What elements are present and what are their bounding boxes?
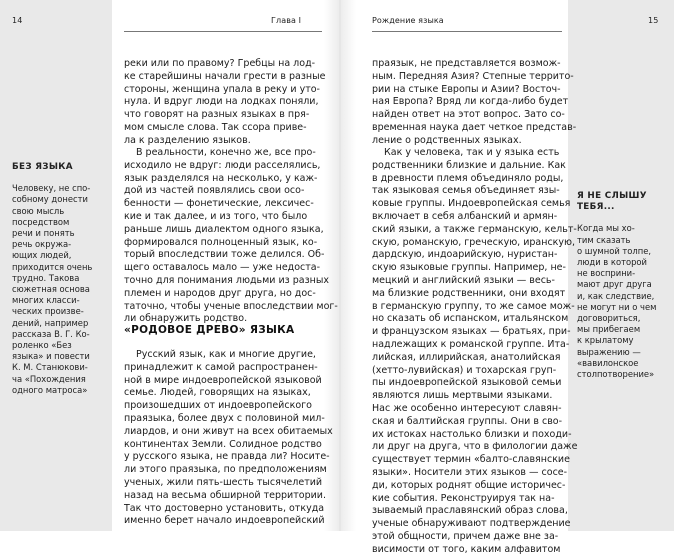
text-line: дардскую, индоарийскую, нуристан- bbox=[372, 249, 558, 261]
text-line: ли обнаружить родство. bbox=[124, 313, 248, 325]
left-body-block-3 bbox=[124, 349, 333, 528]
text-line: формировался полноценный язык, ко- bbox=[124, 236, 318, 248]
sidebar-line: языка» и повести bbox=[12, 351, 90, 362]
sidebar-title: БЕЗ ЯЗЫКА bbox=[12, 162, 73, 172]
sidebar-line: речи и понять bbox=[12, 228, 75, 239]
text-line: кие и так далее, и из того, что было bbox=[124, 210, 308, 222]
sidebar-line: столпотворение» bbox=[577, 369, 655, 380]
sidebar-line: речь окружа- bbox=[12, 239, 72, 250]
text-line: раньше лишь диалектом одного языка, bbox=[124, 223, 324, 235]
text-line: ма близкие родственники, они входят bbox=[372, 287, 566, 299]
text-line: надлежащих к романской группе. Ита- bbox=[372, 338, 570, 350]
text-line: ли друг на друга, что в филологии даже bbox=[372, 441, 578, 453]
sidebar-line: трудно. Такова bbox=[12, 272, 80, 283]
right-sidebar bbox=[577, 191, 656, 380]
text-line: этой общности, причем даже вне за- bbox=[372, 530, 559, 542]
text-line: ла к разделению языков. bbox=[124, 134, 251, 146]
text-line: произошедших от индоевропейского bbox=[124, 400, 312, 412]
left-body-block-2 bbox=[124, 147, 338, 326]
sidebar-line: не восприни- bbox=[577, 268, 636, 279]
text-line: исходило не вдруг: люди расселялись, bbox=[124, 159, 321, 171]
text-line: ным. Передняя Азия? Степные террито- bbox=[372, 70, 574, 82]
sidebar-line: свою мысль bbox=[12, 205, 65, 216]
text-line: бенности — фонетические, лексичес- bbox=[124, 198, 314, 210]
right-body-block-1 bbox=[372, 58, 576, 148]
text-line: включает в себя албанский и армян- bbox=[372, 210, 558, 222]
text-line: Как у человека, так и у языка есть bbox=[384, 147, 560, 158]
text-line: континентах Земли. Солидное родство bbox=[124, 438, 322, 450]
sidebar-line: ча «Похождения bbox=[12, 373, 86, 384]
left-page-number: 14 bbox=[12, 16, 23, 25]
sidebar-line: дений, например bbox=[12, 317, 89, 328]
text-line: найден ответ на этот вопрос. Зато со- bbox=[372, 109, 565, 121]
text-line: Так что достоверно установить, откуда bbox=[124, 502, 325, 514]
text-line: в германскую группу, то же самое мож- bbox=[372, 300, 575, 312]
sidebar-line: К. М. Станюкови- bbox=[12, 362, 88, 373]
text-line: родственники близкие и дальние. Как bbox=[372, 159, 566, 171]
text-line: праязык, не представляется возмож- bbox=[372, 58, 561, 69]
right-header-rule bbox=[372, 31, 562, 32]
text-line: кие события. Реконструируя так на- bbox=[372, 492, 555, 504]
text-line: ученых, жили пять-шесть тысячелетий bbox=[124, 476, 323, 488]
text-line: праязыка, более двух с половиной мил- bbox=[124, 412, 325, 424]
sidebar-title-line: Я НЕ СЛЫШУ bbox=[577, 191, 647, 201]
sidebar-line: Когда мы хо- bbox=[577, 223, 635, 234]
text-line: скую, романскую, греческую, иранскую, bbox=[372, 236, 576, 248]
text-line: ке старейшины начали грести в разные bbox=[124, 70, 326, 82]
sidebar-line: мы прибегаем bbox=[577, 324, 641, 335]
sidebar-line: приходится очень bbox=[12, 261, 93, 272]
text-line: и французском языках — братьях, при- bbox=[372, 326, 571, 338]
text-line: ная Европа? Вряд ли когда-либо будет bbox=[372, 96, 569, 108]
text-line: ученые обнаруживают подтверждение bbox=[372, 518, 571, 530]
sidebar-line: собному донести bbox=[12, 194, 88, 205]
text-line: так языковая семья объединяет язы- bbox=[372, 185, 560, 197]
sidebar-line: люди в которой bbox=[577, 257, 647, 268]
sidebar-line: к крылатому bbox=[577, 335, 634, 346]
left-body-block-1 bbox=[124, 58, 325, 148]
text-line: у русского языка, не правда ли? Носите- bbox=[124, 451, 330, 463]
sidebar-line: роленко «Без bbox=[12, 340, 72, 351]
left-running-head: Глава I bbox=[271, 16, 302, 25]
text-line: (хетто-лувийская) и тохарская груп- bbox=[372, 364, 557, 376]
text-line: торый впоследствии тоже делился. Об- bbox=[124, 249, 325, 261]
sidebar-line: и, как следствие, bbox=[577, 290, 655, 301]
sidebar-title-line: ТЕБЯ... bbox=[577, 202, 615, 213]
text-line: реки или по правому? Гребцы на лод- bbox=[124, 58, 316, 69]
text-line: щего оставалось мало — уже недоста- bbox=[124, 262, 321, 274]
text-line: ди, которых роднят общие историчес- bbox=[372, 479, 566, 491]
text-line: точно для понимания людьми из разных bbox=[124, 274, 329, 286]
sidebar-line: ческих произве- bbox=[12, 306, 84, 317]
sidebar-line: тим сказать bbox=[577, 234, 631, 245]
text-line: рии на стыке Европы и Азии? Восточ- bbox=[372, 83, 561, 95]
text-line: скую языковые группы. Например, не- bbox=[372, 262, 566, 274]
text-line: временная наука дает четкое представ- bbox=[372, 121, 577, 133]
text-line: но сказать об испанском, итальянском bbox=[372, 313, 569, 325]
text-line: В реальности, конечно же, все про- bbox=[136, 147, 316, 158]
text-line: что говорят на разных языках в пря- bbox=[124, 109, 310, 121]
sidebar-line: «вавилонское bbox=[577, 357, 639, 368]
sidebar-line: не могут ни о чем bbox=[577, 301, 657, 312]
text-line: ский языки, а также германскую, кельт- bbox=[372, 223, 577, 235]
right-running-head: Рождение языка bbox=[372, 16, 444, 25]
text-line: назад на весьма обширной территории. bbox=[124, 489, 326, 501]
text-line: мом смысле слова. Так ссора приве- bbox=[124, 121, 307, 133]
text-line: ская и балтийская группы. Они в сво- bbox=[372, 415, 563, 427]
sidebar-line: посредством bbox=[12, 216, 70, 227]
text-line: ной в мире индоевропейской языковой bbox=[124, 374, 322, 386]
text-line: ление о родственных языках. bbox=[372, 134, 522, 146]
text-line: пы индоевропейской языковой семьи bbox=[372, 377, 562, 389]
text-line: стороны, женщина упала в реку и уто- bbox=[124, 83, 320, 95]
text-line: семье. Людей, говорящих на языках, bbox=[124, 387, 311, 399]
sidebar-line: сюжетная основа bbox=[12, 284, 90, 295]
section-heading: «РОДОВОЕ ДРЕВО» ЯЗЫКА bbox=[124, 324, 295, 336]
text-line: таточно, чтобы ученые впоследствии мог- bbox=[124, 300, 338, 312]
sidebar-line: Человеку, не спо- bbox=[12, 183, 91, 194]
text-line: языки». Носители этих языков — сосе- bbox=[372, 466, 568, 478]
sidebar-title bbox=[577, 191, 656, 213]
text-line: племен и народов друг друга, но дос- bbox=[124, 287, 316, 299]
sidebar-line: многих класси- bbox=[12, 295, 80, 306]
left-header-rule bbox=[124, 31, 322, 32]
text-line: лиардов, и они живут на всех обитаемых bbox=[124, 425, 333, 437]
text-line: дой из частей появлялись свои осо- bbox=[124, 185, 305, 197]
sidebar-line: ющих людей, bbox=[12, 250, 72, 261]
text-line: лийская, иллирийская, анатолийская bbox=[372, 351, 561, 363]
text-line: ковые группы. Индоевропейская семья bbox=[372, 198, 571, 210]
text-line: мецкий и английский языки — весь- bbox=[372, 274, 555, 286]
sidebar-line: договориться, bbox=[577, 313, 641, 324]
sidebar-line: рассказа В. Г. Ко- bbox=[12, 328, 90, 339]
text-line: нула. И вдруг люди на лодках поняли, bbox=[124, 96, 319, 108]
text-line: принадлежит к самой распространен- bbox=[124, 361, 318, 373]
text-line: Русский язык, как и многие другие, bbox=[136, 349, 316, 360]
text-line: являются лишь мертвыми языками. bbox=[372, 390, 553, 402]
left-sidebar bbox=[12, 162, 92, 396]
right-body-block-2 bbox=[372, 147, 577, 557]
text-line: именно берет начало индоевропейский bbox=[124, 515, 325, 527]
text-line: Нас же особенно интересуют славян- bbox=[372, 402, 562, 414]
right-page-number: 15 bbox=[648, 16, 659, 25]
text-line: зываемый праславянский образ слова, bbox=[372, 505, 568, 517]
sidebar-line: о шумной толпе, bbox=[577, 245, 652, 256]
text-line: ли этого праязыка, по предположениям bbox=[124, 464, 327, 476]
text-line: язык разделялся на несколько, у каж- bbox=[124, 172, 318, 184]
text-line: в древности племя объединяло роды, bbox=[372, 172, 564, 184]
sidebar-line: мают друг друга bbox=[577, 279, 652, 290]
text-line: их истоках настолько близки и походи- bbox=[372, 428, 572, 440]
text-line: существует термин «балто-славянские bbox=[372, 454, 570, 466]
text-line: висимости от того, каким алфавитом bbox=[372, 543, 561, 555]
sidebar-line: выражению — bbox=[577, 346, 641, 357]
sidebar-line: одного матроса» bbox=[12, 384, 88, 395]
